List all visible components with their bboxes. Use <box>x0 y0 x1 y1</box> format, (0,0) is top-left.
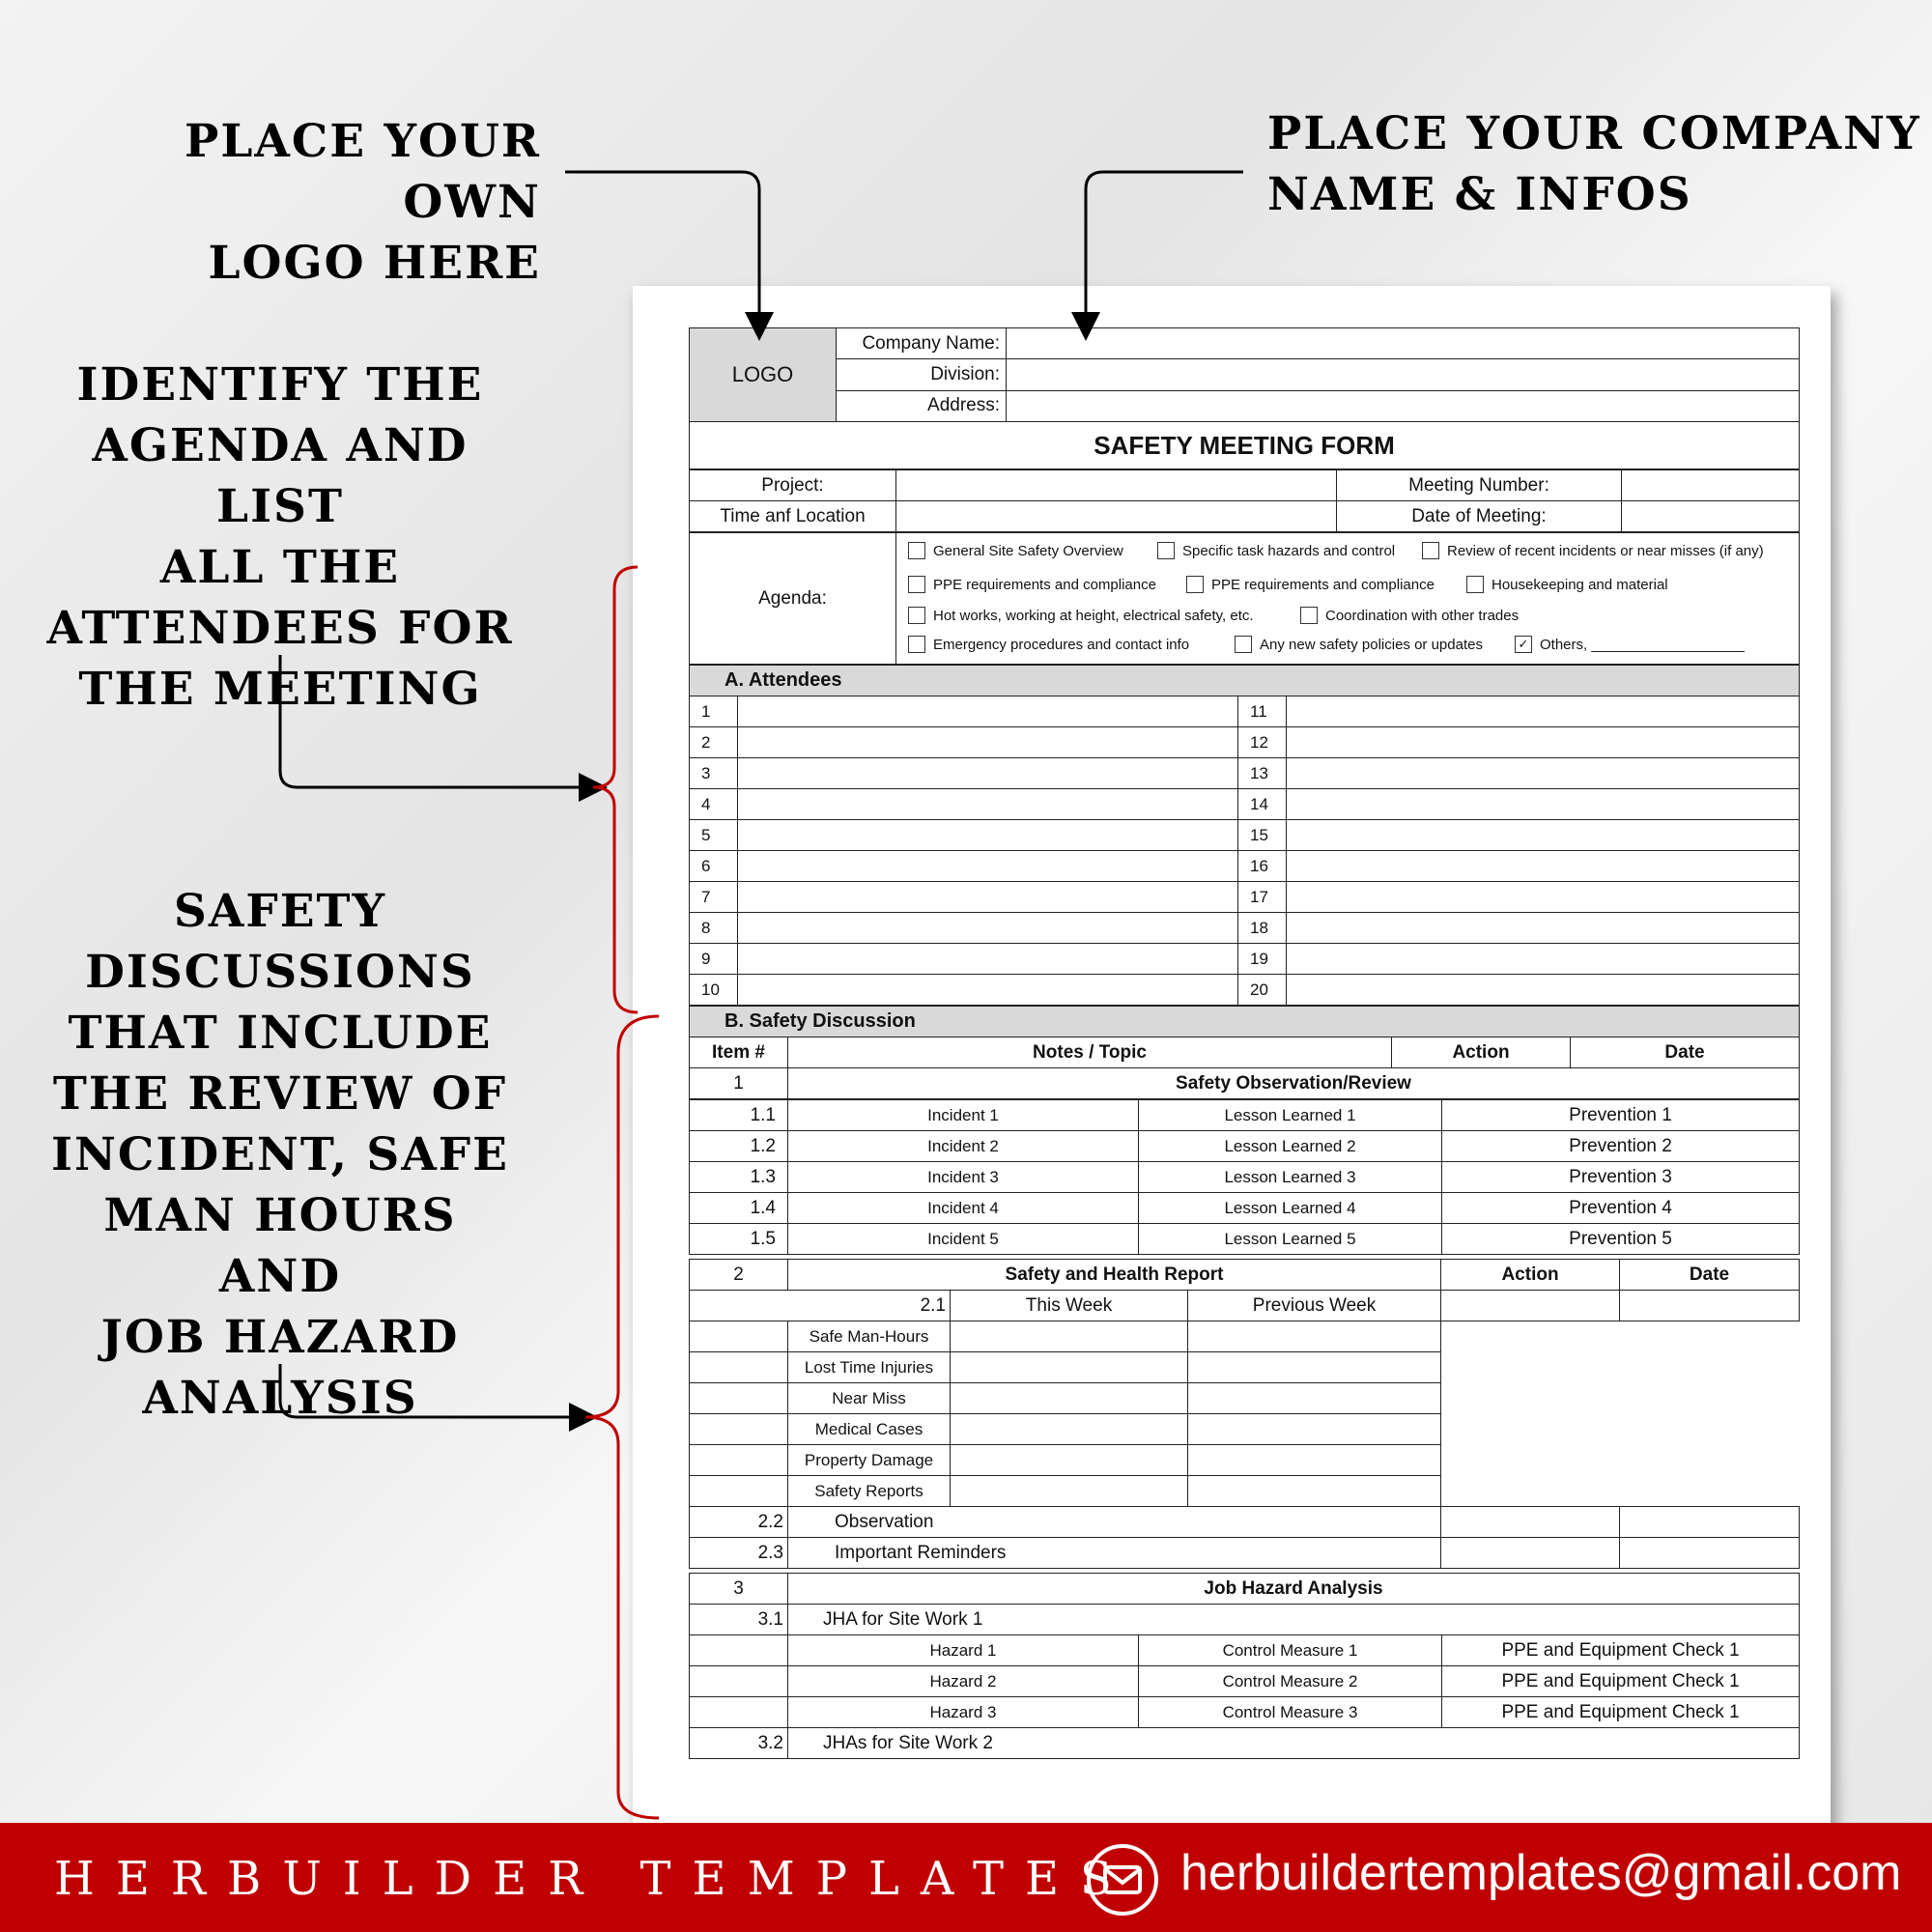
lesson-learned-cell[interactable]: Lesson Learned 1 <box>1139 1100 1442 1131</box>
prevention-cell[interactable]: Prevention 3 <box>1442 1162 1800 1193</box>
item-number: 1.3 <box>690 1162 788 1193</box>
prevention-cell[interactable]: Prevention 5 <box>1442 1224 1800 1255</box>
item-number: 1.5 <box>690 1224 788 1255</box>
incident-cell[interactable]: Incident 2 <box>788 1131 1139 1162</box>
form-title: SAFETY MEETING FORM <box>690 422 1800 469</box>
attendee-number: 18 <box>1238 913 1287 944</box>
footer-banner <box>0 1823 1932 1932</box>
agenda-label: Agenda: <box>690 533 896 665</box>
callout-company: PLACE YOUR COMPANY NAME & INFOS <box>1267 107 1921 221</box>
attendee-number: 14 <box>1238 789 1287 820</box>
section-2-date: Date <box>1620 1260 1800 1291</box>
hazard-cell[interactable]: Hazard 2 <box>788 1666 1139 1697</box>
attendee-number: 6 <box>690 851 738 882</box>
attendee-number: 15 <box>1238 820 1287 851</box>
arrow-company <box>1086 172 1243 327</box>
contact-email[interactable]: herbuildertemplates@gmail.com <box>1180 1845 1902 1901</box>
agenda-item[interactable]: Any new safety policies or updates <box>1235 636 1483 653</box>
jha-site-work-2: JHAs for Site Work 2 <box>788 1728 1800 1759</box>
attendee-number: 19 <box>1238 944 1287 975</box>
section-2-action: Action <box>1441 1260 1620 1291</box>
lesson-learned-cell[interactable]: Lesson Learned 4 <box>1139 1193 1442 1224</box>
prevention-cell[interactable]: Prevention 2 <box>1442 1131 1800 1162</box>
attendee-number: 2 <box>690 727 738 758</box>
prevention-cell[interactable]: Prevention 1 <box>1442 1100 1800 1131</box>
item-2-1-num: 2.1 <box>690 1291 951 1321</box>
col-action: Action <box>1392 1037 1571 1068</box>
agenda-item[interactable]: ✓ Others, ___________________ <box>1515 636 1745 653</box>
item-number: 1.4 <box>690 1193 788 1224</box>
col-item: Item # <box>690 1037 788 1068</box>
this-week-header: This Week <box>951 1291 1188 1321</box>
attendee-number: 16 <box>1238 851 1287 882</box>
incident-cell[interactable]: Incident 4 <box>788 1193 1139 1224</box>
metric-label: Lost Time Injuries <box>788 1352 951 1383</box>
date-of-meeting-label: Date of Meeting: <box>1337 501 1622 532</box>
callout-safety: SAFETY DISCUSSIONS THAT INCLUDE THE REVIEW OF INCIDENT, SAFE MAN HOURS AND JOB HAZARD ANALYSIS <box>50 885 510 1425</box>
hazard-cell[interactable]: Hazard 3 <box>788 1697 1139 1728</box>
attendee-number: 11 <box>1238 696 1287 727</box>
metric-label: Safety Reports <box>788 1476 951 1507</box>
incident-cell[interactable]: Incident 5 <box>788 1224 1139 1255</box>
col-date: Date <box>1571 1037 1800 1068</box>
attendee-number: 1 <box>690 696 738 727</box>
prevention-cell[interactable]: Prevention 4 <box>1442 1193 1800 1224</box>
reminders-label: Important Reminders <box>788 1538 1441 1569</box>
incident-cell[interactable]: Incident 1 <box>788 1100 1139 1131</box>
attendee-number: 5 <box>690 820 738 851</box>
arrow-agenda <box>280 655 593 787</box>
agenda-item[interactable]: PPE requirements and compliance <box>908 576 1156 593</box>
meeting-number-label: Meeting Number: <box>1337 470 1622 501</box>
metric-label: Medical Cases <box>788 1414 951 1445</box>
agenda-item[interactable]: PPE requirements and compliance <box>1186 576 1435 593</box>
mail-icon[interactable] <box>1087 1844 1158 1916</box>
item-3-1-num: 3.1 <box>690 1605 788 1635</box>
section-1-title: Safety Observation/Review <box>788 1068 1800 1099</box>
section-3-num: 3 <box>690 1574 788 1605</box>
attendee-number: 7 <box>690 882 738 913</box>
address-label: Address: <box>837 390 1007 421</box>
previous-week-header: Previous Week <box>1188 1291 1441 1321</box>
brand-name: HERBUILDER TEMPLATES <box>54 1852 1133 1906</box>
item-3-2-num: 3.2 <box>690 1728 788 1759</box>
callout-logo: PLACE YOUR OWN LOGO HERE <box>185 115 541 290</box>
callout-agenda: IDENTIFY THE AGENDA AND LIST ALL THE ATTENDEES FOR THE MEETING <box>46 358 514 716</box>
ppe-check-cell[interactable]: PPE and Equipment Check 1 <box>1442 1697 1800 1728</box>
lesson-learned-cell[interactable]: Lesson Learned 3 <box>1139 1162 1442 1193</box>
bracket-agenda <box>593 567 638 1012</box>
attendee-number: 4 <box>690 789 738 820</box>
discussion-heading: B. Safety Discussion <box>690 1007 1800 1037</box>
section-2-title: Safety and Health Report <box>788 1260 1441 1291</box>
lesson-learned-cell[interactable]: Lesson Learned 5 <box>1139 1224 1442 1255</box>
section-2-num: 2 <box>690 1260 788 1291</box>
attendee-number: 10 <box>690 975 738 1006</box>
attendees-heading: A. Attendees <box>690 666 1800 696</box>
agenda-item[interactable]: Review of recent incidents or near misses (if any) <box>1422 542 1764 559</box>
hazard-cell[interactable]: Hazard 1 <box>788 1635 1139 1666</box>
control-measure-cell[interactable]: Control Measure 1 <box>1139 1635 1442 1666</box>
ppe-check-cell[interactable]: PPE and Equipment Check 1 <box>1442 1635 1800 1666</box>
time-location-label: Time anf Location <box>690 501 896 532</box>
arrow-logo <box>565 172 759 327</box>
attendee-number: 13 <box>1238 758 1287 789</box>
incident-cell[interactable]: Incident 3 <box>788 1162 1139 1193</box>
division-label: Division: <box>837 359 1007 390</box>
logo-placeholder: LOGO <box>690 328 837 422</box>
project-label: Project: <box>690 470 896 501</box>
bracket-safety <box>585 1016 659 1818</box>
ppe-check-cell[interactable]: PPE and Equipment Check 1 <box>1442 1666 1800 1697</box>
attendee-number: 12 <box>1238 727 1287 758</box>
checkbox-checked[interactable]: ✓ <box>1515 636 1532 653</box>
item-2-2-num: 2.2 <box>690 1507 788 1538</box>
col-notes: Notes / Topic <box>788 1037 1392 1068</box>
agenda-item[interactable]: Coordination with other trades <box>1300 607 1519 624</box>
agenda-item[interactable]: Specific task hazards and control <box>1157 542 1395 559</box>
observation-label: Observation <box>788 1507 1441 1538</box>
metric-label: Safe Man-Hours <box>788 1321 951 1352</box>
lesson-learned-cell[interactable]: Lesson Learned 2 <box>1139 1131 1442 1162</box>
control-measure-cell[interactable]: Control Measure 3 <box>1139 1697 1442 1728</box>
attendee-number: 9 <box>690 944 738 975</box>
agenda-item[interactable]: General Site Safety Overview <box>908 542 1123 559</box>
attendee-number: 20 <box>1238 975 1287 1006</box>
item-2-3-num: 2.3 <box>690 1538 788 1569</box>
agenda-item[interactable]: Housekeeping and material <box>1466 576 1668 593</box>
control-measure-cell[interactable]: Control Measure 2 <box>1139 1666 1442 1697</box>
section-1-num: 1 <box>690 1068 788 1099</box>
arrow-safety <box>280 1364 583 1417</box>
item-number: 1.2 <box>690 1131 788 1162</box>
agenda-item[interactable]: Emergency procedures and contact info <box>908 636 1189 653</box>
company-name-label: Company Name: <box>837 328 1007 359</box>
attendee-number: 17 <box>1238 882 1287 913</box>
item-number: 1.1 <box>690 1100 788 1131</box>
section-3-title: Job Hazard Analysis <box>788 1574 1800 1605</box>
jha-site-work-1: JHA for Site Work 1 <box>788 1605 1800 1635</box>
attendee-number: 8 <box>690 913 738 944</box>
metric-label: Property Damage <box>788 1445 951 1476</box>
attendee-number: 3 <box>690 758 738 789</box>
metric-label: Near Miss <box>788 1383 951 1414</box>
agenda-item[interactable]: Hot works, working at height, electrical safety, etc. <box>908 607 1254 624</box>
